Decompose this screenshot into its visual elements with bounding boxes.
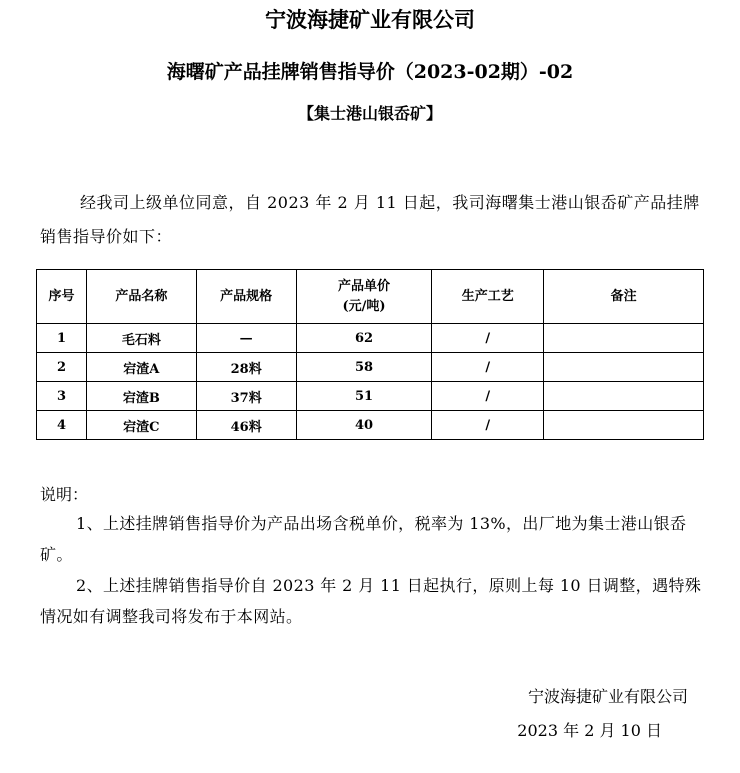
cell-remark	[544, 411, 704, 440]
price-table	[36, 269, 704, 440]
header-seq: 序号	[37, 270, 87, 324]
header-product-name: 产品名称	[86, 270, 196, 324]
note-item: 2、上述挂牌销售指导价自 2023 年 2 月 11 日起执行，原则上每 10 日调整，遇特殊情况如有调整我司将发布于本网站。	[40, 576, 702, 626]
table-row	[37, 411, 704, 440]
cell-unit-price: 62	[296, 324, 432, 353]
header-unit-price-line1: 产品单价	[337, 278, 390, 294]
cell-seq: 2	[37, 353, 87, 382]
cell-remark	[544, 382, 704, 411]
notes-heading: 说明：	[40, 485, 89, 504]
cell-product-spec: 37料	[196, 382, 296, 411]
cell-product-spec: 28料	[196, 353, 296, 382]
cell-product-name: 毛石料	[86, 324, 196, 353]
cell-remark	[544, 324, 704, 353]
header-unit-price-line2: (元/吨)	[342, 298, 386, 314]
header-process: 生产工艺	[432, 270, 544, 324]
cell-process: /	[432, 353, 544, 382]
cell-seq: 3	[37, 382, 87, 411]
header-product-spec: 产品规格	[196, 270, 296, 324]
intro-paragraph: 经我司上级单位同意，自 2023 年 2 月 11 日起，我司海曙集士港山银岙矿产品挂牌销售指导价如下：	[40, 193, 700, 246]
cell-seq: 4	[37, 411, 87, 440]
table-row	[37, 353, 704, 382]
note-item: 1、上述挂牌销售指导价为产品出场含税单价，税率为 13%，出厂地为集士港山银岙矿。	[40, 514, 687, 564]
cell-process: /	[432, 382, 544, 411]
mine-name: 【集士港山银岙矿】	[297, 104, 442, 123]
cell-process: /	[432, 411, 544, 440]
cell-unit-price: 51	[296, 382, 432, 411]
cell-remark	[544, 353, 704, 382]
signature-block	[468, 680, 688, 748]
signature-date: 2023 年 2 月 10 日	[517, 721, 662, 740]
cell-product-name: 宕渣C	[86, 411, 196, 440]
cell-seq: 1	[37, 324, 87, 353]
table-row	[37, 382, 704, 411]
cell-process: /	[432, 324, 544, 353]
company-title: 宁波海捷矿业有限公司	[265, 7, 475, 32]
cell-product-name: 宕渣A	[86, 353, 196, 382]
header-remark: 备注	[544, 270, 704, 324]
header-unit-price	[296, 270, 432, 324]
cell-unit-price: 40	[296, 411, 432, 440]
cell-unit-price: 58	[296, 353, 432, 382]
cell-product-spec: —	[196, 324, 296, 353]
table-header-row	[37, 270, 704, 324]
cell-product-spec: 46料	[196, 411, 296, 440]
cell-product-name: 宕渣B	[86, 382, 196, 411]
notes-list	[40, 508, 708, 632]
signature-company: 宁波海捷矿业有限公司	[527, 687, 688, 706]
table-row	[37, 324, 704, 353]
document-title: 海曙矿产品挂牌销售指导价（2023-02期）-02	[166, 61, 574, 83]
